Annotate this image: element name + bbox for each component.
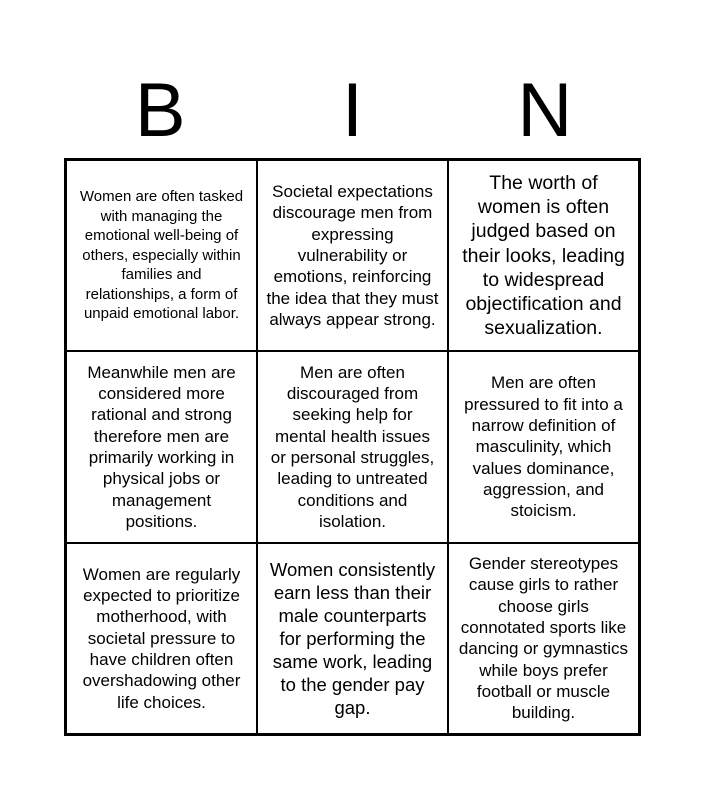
bingo-cell[interactable]	[257, 351, 448, 542]
bingo-cell[interactable]	[257, 160, 448, 351]
bingo-cell-text: Meanwhile men are considered more rational and strong therefore men are primarily working in physical jobs or management positions.	[87, 362, 236, 531]
header-letter-b: B	[134, 68, 186, 153]
bingo-cell[interactable]	[448, 160, 639, 351]
bingo-cell-text: Women are regularly expected to prioritize motherhood, with societal pressure to have children often overshadowing other life choices.	[82, 564, 241, 712]
bingo-cell-text: Men are often discouraged from seeking help for mental health issues or personal struggles, leading to untreated conditions and isolation.	[270, 362, 435, 531]
header-letter-n: N	[517, 68, 573, 153]
bingo-cell-text: Societal expectations discourage men from expressing vulnerability or emotions, reinforcing the idea that they must always appear strong.	[266, 182, 439, 329]
bingo-cell-text: Women are often tasked with managing the emotional well-being of others, especially within families and relationships, a form of unpaid emotional labor.	[79, 188, 244, 323]
bingo-cell-text: The worth of women is often judged based on their looks, leading to widespread objectification and sexualization.	[462, 171, 625, 340]
bingo-cell-text: Men are often pressured to fit into a narrow definition of masculinity, which values dominance, aggression, and stoicism.	[464, 373, 623, 521]
bingo-cell[interactable]	[257, 543, 448, 734]
bingo-cell[interactable]	[66, 543, 257, 734]
bingo-cell-text: Women consistently earn less than their male counterparts for performing the same work, leading to the gender pay gap.	[269, 558, 436, 718]
header-letter-i: I	[341, 68, 364, 153]
bingo-cell[interactable]	[66, 160, 257, 351]
bingo-header	[64, 66, 641, 156]
bingo-cell[interactable]	[66, 351, 257, 542]
bingo-cell-text: Gender stereotypes cause girls to rather choose girls connotated sports like dancing or gymnastics while boys prefer football or muscle building.	[458, 554, 629, 723]
bingo-cell[interactable]	[448, 543, 639, 734]
bingo-cell[interactable]	[448, 351, 639, 542]
bingo-card-grid	[64, 158, 641, 736]
